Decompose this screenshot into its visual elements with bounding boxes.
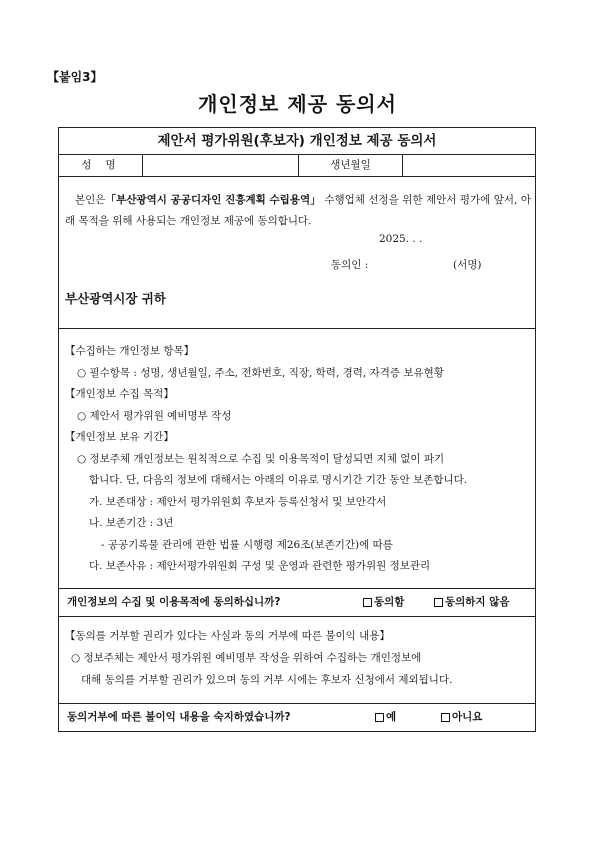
name-field[interactable] <box>143 154 299 176</box>
consent-question-row <box>59 590 535 614</box>
purpose-text: ○ 제안서 평가위원 예비명부 작성 <box>77 409 232 422</box>
refuse-section <box>65 625 531 691</box>
disagree-option[interactable] <box>434 590 510 614</box>
consent-form <box>58 127 536 732</box>
refuse-text-cont: 대해 동의를 거부할 권리가 있으며 동의 거부 시에는 후보자 신청에서 제외됩니다. <box>81 674 453 686</box>
consent-date: 2025. . . <box>379 233 423 245</box>
signer-line <box>331 257 482 272</box>
refuse-text: ○ 정보주체는 제안서 평가위원 예비명부 작성을 위하여 수집하는 개인정보에 <box>71 652 422 664</box>
consent-question: 개인정보의 수집 및 이용목적에 동의하십니까? <box>67 596 281 608</box>
no-option[interactable] <box>441 705 482 729</box>
divider <box>59 588 535 589</box>
retention-period: 나. 보존기간 : 3년 <box>89 517 174 529</box>
disagree-checkbox[interactable] <box>434 598 443 607</box>
no-checkbox[interactable] <box>441 713 450 722</box>
info-section <box>65 341 535 578</box>
agree-option[interactable] <box>363 590 404 614</box>
items-text: ○ 필수항목 : 성명, 생년월일, 주소, 전화번호, 직장, 학력, 경력, 자격증 보유현황 <box>77 366 444 379</box>
disagree-label: 동의하지 않음 <box>445 596 510 608</box>
divider <box>59 616 535 617</box>
consent-statement <box>65 190 531 232</box>
retention-law: - 공공기록물 관리에 관한 법률 시행령 제26조(보존기간)에 따름 <box>101 538 393 551</box>
purpose-heading: 【개인정보 수집 목적】 <box>65 388 174 400</box>
signature-mark[interactable]: (서명) <box>453 259 482 271</box>
project-name: 「부산광역시 공공디자인 진흥계획 수립용역」 <box>105 194 321 206</box>
personal-info-row <box>59 154 535 177</box>
divider <box>59 328 535 329</box>
retention-heading: 【개인정보 보유 기간】 <box>65 431 174 443</box>
acknowledge-question: 동의거부에 따른 불이익 내용을 숙지하였습니까? <box>67 711 291 723</box>
yes-option[interactable] <box>375 705 396 729</box>
attachment-label: 【붙임3】 <box>47 70 103 84</box>
agree-label: 동의함 <box>374 596 405 608</box>
form-section-title: 제안서 평가위원(후보자) 개인정보 제공 동의서 <box>59 128 535 155</box>
retention-text-cont: 합니다. 단, 다음의 정보에 대해서는 아래의 이유로 명시기간 기간 동안 보존합니다. <box>89 474 468 486</box>
no-label: 아니요 <box>452 711 483 723</box>
consent-prefix: 본인은 <box>75 194 106 206</box>
consent-suffix: 수행업체 선정을 위한 제안서 평가에 앞서, 아래 목적을 위해 사용되는 개인정보 제공에 동의합니다. <box>65 194 532 227</box>
retention-target: 가. 보존대상 : 제안서 평가위원회 후보자 등록신청서 및 보안각서 <box>89 495 387 508</box>
birth-field[interactable] <box>403 154 537 176</box>
acknowledge-question-row <box>59 705 535 729</box>
yes-label: 예 <box>386 711 397 723</box>
retention-text: ○ 정보주체 개인정보는 원칙적으로 수집 및 이용목적이 달성되면 지체 없이 파기 <box>77 452 445 465</box>
divider <box>59 703 535 704</box>
retention-reason: 다. 보존사유 : 제안서평가위원회 구성 및 운영과 관련한 평가위원 정보관리 <box>89 560 431 572</box>
items-heading: 【수집하는 개인정보 항목】 <box>65 345 195 357</box>
birth-label: 생년월일 <box>299 154 403 176</box>
name-label: 성명 <box>59 154 143 176</box>
signer-label: 동의인 : <box>331 259 369 271</box>
addressee: 부산광역시장 귀하 <box>65 291 166 306</box>
page-title: 개인정보 제공 동의서 <box>198 92 397 116</box>
agree-checkbox[interactable] <box>363 598 372 607</box>
yes-checkbox[interactable] <box>375 713 384 722</box>
refuse-heading: 【동의를 거부할 권리가 있다는 사실과 동의 거부에 따른 불이익 내용】 <box>65 630 390 642</box>
